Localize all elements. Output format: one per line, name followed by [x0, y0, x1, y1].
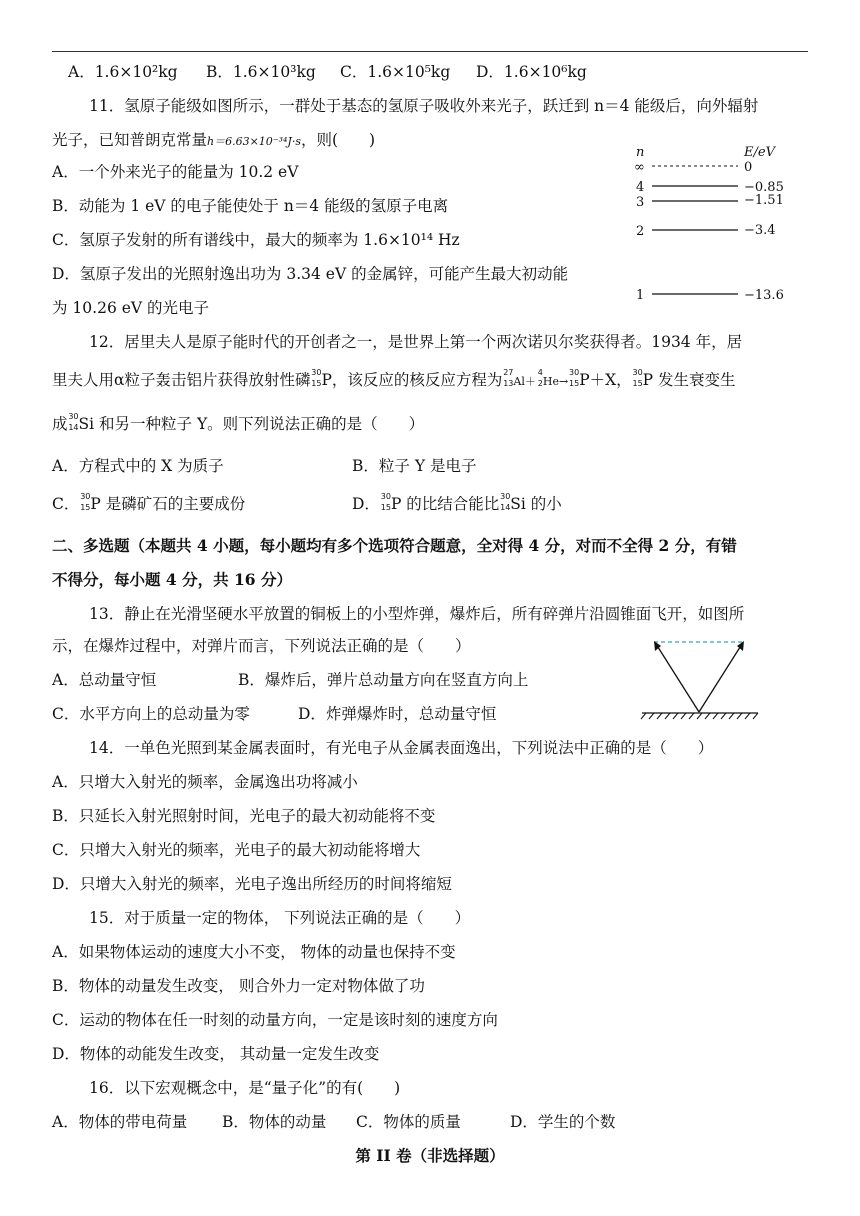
left-fragment-path: [656, 644, 699, 712]
q13-option-c: C．水平方向上的总动量为零: [52, 705, 250, 723]
nuclide-he4: [536, 370, 543, 388]
nuclide-p30-c: [632, 370, 643, 388]
q14-option-c: C．只增大入射光的频率，光电子的最大初动能将增大: [52, 841, 421, 859]
q12-option-b: B．粒子 Y 是电子: [352, 457, 477, 475]
part2-title: 第 II 卷（非选择题）: [355, 1146, 505, 1165]
planck-constant: h＝6.63×10⁻³⁴J·s: [207, 135, 301, 148]
q12-option-d-pre: D．: [352, 495, 380, 513]
level-4-n: 4: [636, 180, 645, 195]
nuclide-si30-b: [499, 494, 510, 512]
q16-option-d: D．学生的个数: [510, 1113, 616, 1131]
q11-stem-line2-post: ，则( ): [300, 131, 376, 149]
nuclide-p30-d: [79, 494, 90, 512]
q13-option-b: B．爆炸后，弹片总动量方向在竖直方向上: [238, 671, 529, 689]
q12-option-c: [52, 494, 245, 514]
q11-option-c: C．氢原子发射的所有谱线中，最大的频率为 1.6×10¹⁴ Hz: [52, 231, 460, 249]
level-1-e: −13.6: [744, 288, 784, 303]
q12-line1: 12．居里夫人是原子能时代的开创者之一，是世界上第一个两次诺贝尔奖获得者。1934 年，居: [89, 333, 743, 351]
nuclide-p30-d-mass: 30: [80, 492, 91, 501]
q11-option-d-line2: 为 10.26 eV 的光电子: [52, 299, 210, 317]
nuclide-si30-charge: 14: [68, 423, 79, 432]
nuclide-al27: [502, 370, 513, 388]
nuclide-p30-e: [380, 494, 391, 512]
nuclide-p30-b-mass: 30: [569, 368, 580, 377]
q11-option-d-line1: D．氢原子发出的光照射逸出功为 3.34 eV 的金属锌，可能产生最大初动能: [52, 265, 569, 283]
section2-heading-line1: 二、多选题（本题共 4 小题，每小题均有多个选项符合题意，全对得 4 分，对而不全得 2 分，有错: [52, 536, 737, 555]
q14-option-b: B．只延长入射光照射时间，光电子的最大初动能将不变: [52, 807, 436, 825]
nuclide-p30-e-mass: 30: [380, 492, 391, 501]
q12-line2-b: P，该反应的核反应方程为: [321, 371, 503, 389]
q12-option-a: A．方程式中的 X 为质子: [52, 457, 224, 475]
q11-option-a: A．一个外来光子的能量为 10.2 eV: [52, 163, 299, 181]
q12-line3: [52, 414, 424, 434]
nuclide-si30-b-charge: 14: [500, 503, 511, 512]
nuclide-si30: [68, 414, 79, 432]
q15-option-c: C．运动的物体在任一时刻的动量方向，一定是该时刻的速度方向: [52, 1011, 498, 1029]
q13-line2: 示，在爆炸过程中，对弹片而言，下列说法正确的是（ ）: [52, 637, 471, 655]
q10-option-d: D．1.6×10⁶kg: [476, 63, 587, 81]
q12-option-c-pre: C．: [52, 495, 80, 513]
level-3-e: −1.51: [744, 193, 784, 208]
level-2-e: −3.4: [744, 223, 776, 238]
level-4-e: −0.85: [744, 180, 784, 195]
q11-stem-line2: [52, 130, 375, 152]
q10-option-a: A．1.6×10²kg: [68, 63, 178, 81]
q10-option-c: C．1.6×10⁵kg: [340, 63, 451, 81]
q15-option-d: D．物体的动能发生改变， 其动量一定发生改变: [52, 1045, 380, 1063]
q15-option-a: A．如果物体运动的速度大小不变， 物体的动量也保持不变: [52, 943, 456, 961]
q14-option-d: D．只增大入射光的频率，光电子逸出所经历的时间将缩短: [52, 875, 452, 893]
nuclide-p30-mass: 30: [311, 368, 322, 377]
q12-option-d: [352, 494, 562, 514]
nuclide-si30-b-mass: 30: [500, 492, 511, 501]
ground-hatching: [641, 713, 758, 719]
q10-option-b: B．1.6×10³kg: [206, 63, 316, 81]
q12-line2-d: He→: [542, 375, 569, 388]
right-fragment-path: [699, 644, 742, 712]
q12-line2-f: P 发生衰变生: [642, 371, 736, 389]
nuclide-al27-charge: 13: [503, 379, 514, 388]
q12-option-d-post: Si 的小: [510, 495, 562, 513]
level-inf-e: 0: [744, 160, 753, 175]
nuclide-p30-c-mass: 30: [632, 368, 643, 377]
q12-line2: [52, 370, 736, 392]
q14-stem: 14．一单色光照到某金属表面时，有光电子从金属表面逸出，下列说法中正确的是（ ）: [89, 739, 714, 757]
nuclide-p30-charge: 15: [311, 379, 322, 388]
q16-option-a: A．物体的带电荷量: [52, 1113, 188, 1131]
q12-option-d-mid: P 的比结合能比: [390, 495, 500, 513]
level-2-n: 2: [636, 224, 645, 239]
q11-option-b: B．动能为 1 eV 的电子能使处于 n＝4 能级的氢原子电离: [52, 197, 449, 215]
q12-option-c-post: P 是磷矿石的主要成份: [90, 495, 246, 513]
nuclide-he4-mass: 4: [537, 368, 543, 377]
nuclide-p30-e-charge: 15: [380, 503, 391, 512]
q15-stem: 15．对于质量一定的物体， 下列说法正确的是（ ）: [89, 909, 471, 927]
q15-option-b: B．物体的动量发生改变， 则合外力一定对物体做了功: [52, 977, 425, 995]
nuclide-he4-charge: 2: [537, 379, 543, 388]
q16-stem: 16．以下宏观概念中，是“量子化”的有( ): [89, 1079, 401, 1097]
nuclide-p30-d-charge: 15: [80, 503, 91, 512]
nuclide-si30-mass: 30: [68, 412, 79, 421]
nuclide-p30: [310, 370, 321, 388]
energy-level-diagram: [626, 140, 796, 310]
q12-line3-a: 成: [52, 415, 68, 433]
q11-stem-line2-pre: 光子，已知普朗克常量: [52, 131, 208, 149]
section2-heading-line2: 不得分，每小题 4 分，共 16 分）: [52, 570, 292, 589]
explosion-cone-figure: [638, 634, 762, 720]
q12-line2-e: P＋X，: [579, 371, 632, 389]
nuclide-p30-c-charge: 15: [632, 379, 643, 388]
nuclide-p30-b: [568, 370, 579, 388]
nuclide-al27-mass: 27: [503, 368, 514, 377]
q12-line3-b: Si 和另一种粒子 Y。则下列说法正确的是（ ）: [78, 415, 425, 433]
nuclide-p30-b-charge: 15: [569, 379, 580, 388]
q12-line2-c: Al＋: [513, 375, 536, 388]
q13-option-d: D．炸弹爆炸时，总动量守恒: [298, 705, 497, 723]
q13-option-a: A．总动量守恒: [52, 671, 157, 689]
top-rule: [52, 51, 808, 52]
q12-line2-a: 里夫人用α粒子轰击铝片获得放射性磷: [52, 371, 311, 389]
q13-line1: 13．静止在光滑坚硬水平放置的铜板上的小型炸弹，爆炸后，所有碎弹片沿圆锥面飞开，如图所: [89, 605, 745, 623]
n-axis-label: n: [636, 145, 645, 160]
q11-stem-line1: 11．氢原子能级如图所示，一群处于基态的氢原子吸收外来光子，跃迁到 n＝4 能级后，向外辐射: [89, 97, 759, 115]
q16-option-b: B．物体的动量: [222, 1113, 327, 1131]
energy-axis-label: E/eV: [744, 145, 775, 160]
level-3-n: 3: [636, 195, 645, 210]
level-inf-n: ∞: [634, 160, 645, 175]
q14-option-a: A．只增大入射光的频率，金属逸出功将减小: [52, 773, 358, 791]
q16-option-c: C．物体的质量: [356, 1113, 461, 1131]
level-1-n: 1: [636, 288, 645, 303]
